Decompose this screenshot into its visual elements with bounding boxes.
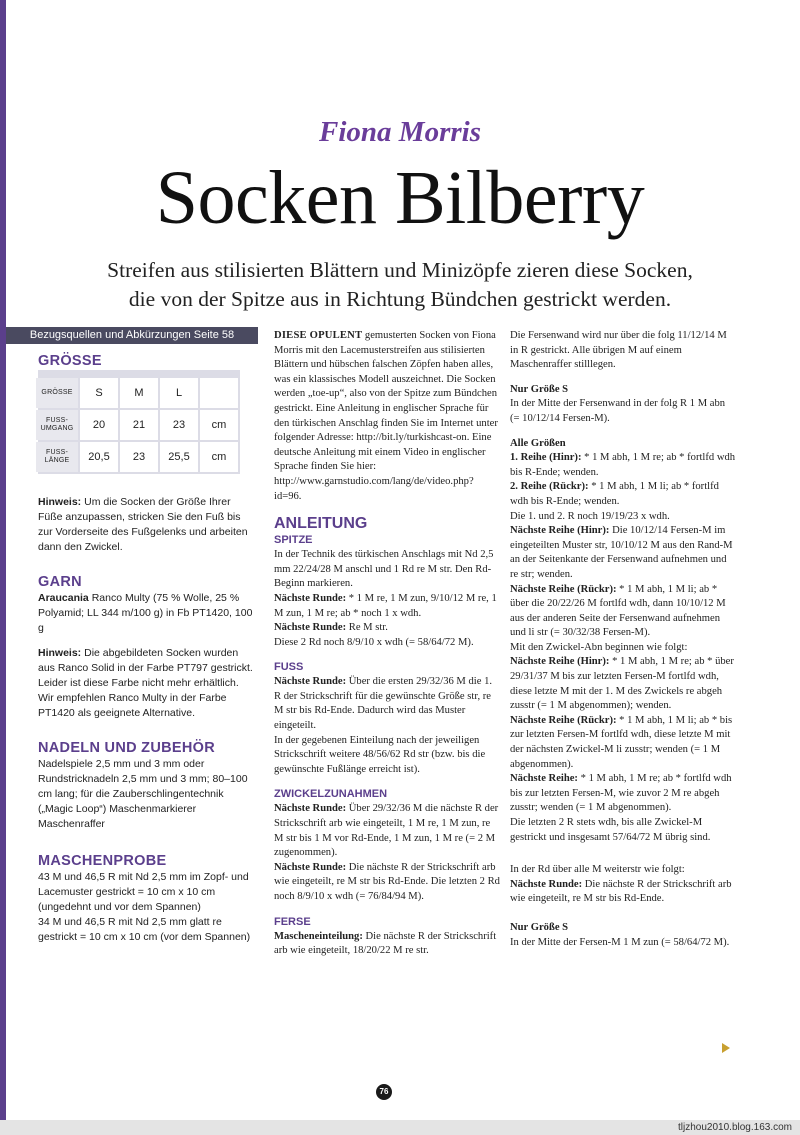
nadeln-text: Nadelspiele 2,5 mm und 3 mm oder Rundstricknadeln 2,5 mm und 3 mm; 80–100 cm lang; für die Zauberschlingentechnik („Magic Loop“) Maschenmarkierer Maschenraffer bbox=[38, 758, 248, 830]
next-row-3 bbox=[510, 772, 736, 816]
size-s-text: In der Mitte der Fersenwand in der folg R 1 M abn (= 10/12/14 Fersen-M). bbox=[510, 398, 726, 424]
round-text: Die nächste R der Strickschrift arb wie eingeteilt, re M str bis Rd-Ende. Die letzten 2 Rd noch 8/9/10 x wdh (= 76/84/94 M). bbox=[274, 861, 500, 902]
hint-text: Die abgebildeten Socken wurden aus Ranco Solid in der Farbe PT797 gestrickt. Leider ist diese Farbe nicht mehr erhältlich. Wir empfehlen Ranco Multy in der Farbe PT1420 als geeignete Alternative. bbox=[38, 647, 253, 719]
intro-paragraph bbox=[274, 329, 500, 504]
table-cell: 23 bbox=[120, 442, 158, 472]
round-text: Über die ersten 29/32/36 M die 1. R der Strickschrift für die gewünschte Größe str, re M str bis Rd-Ende. Dadurch wird das Muster eingeteilt. bbox=[274, 676, 493, 732]
intro-lead: DIESE OPULENT bbox=[274, 330, 363, 341]
table-cell: 23 bbox=[160, 410, 198, 440]
footer-credit: tljzhou2010.blog.163.com bbox=[678, 1122, 792, 1133]
round-label: Nächste Runde: bbox=[274, 622, 347, 634]
size-m: M bbox=[120, 378, 158, 408]
zwickel-round-1 bbox=[274, 802, 500, 860]
subtitle-line-2: die von der Spitze aus in Richtung Bündchen gestrickt werden. bbox=[128, 287, 672, 311]
column-instructions-1 bbox=[274, 329, 500, 959]
row-text: * 1 M abh, 1 M re; ab * fortlfd wdh bis R-Ende; wenden. bbox=[510, 452, 736, 478]
size-table bbox=[34, 376, 240, 474]
spitze-round-2 bbox=[274, 621, 500, 636]
ferse-text bbox=[274, 930, 500, 959]
spitze-end: Diese 2 Rd noch 8/9/10 x wdh (= 58/64/72 M). bbox=[274, 636, 474, 648]
hint-text: Um die Socken der Größe Ihrer Füße anzupassen, stricken Sie den Fuß bis zur Vorderseite des Fußgelenks und arbeiten dann den Zwickel. bbox=[38, 496, 248, 553]
next-row-rueckr-1 bbox=[510, 583, 736, 641]
round-label: Nächste Runde: bbox=[510, 878, 583, 890]
next-row-hinr-1 bbox=[510, 524, 736, 582]
foot-length-label: FUSS-LÄNGE bbox=[36, 442, 78, 472]
all-sizes-heading bbox=[510, 437, 736, 452]
zwickel-round-2 bbox=[274, 861, 500, 905]
row-label: Nächste Reihe (Rückr): bbox=[510, 714, 617, 726]
groesse-hint bbox=[38, 495, 253, 555]
row-text: * 1 M abh, 1 M li; ab * über die 20/22/26 M fortlfd wdh, dann 10/10/12 M aus der anderen Seite der Fersenwand aufnehmen und li str (= 30/32/38 Fersen-M). bbox=[510, 583, 726, 639]
size-unit bbox=[200, 378, 238, 408]
sidebar bbox=[38, 352, 253, 945]
spitze-heading: SPITZE bbox=[274, 534, 313, 547]
round-text: Die nächste R der Strickschrift arb wie eingeteilt, re M str bis Rd-Ende. bbox=[510, 878, 732, 905]
yarn-details: Ranco Multy (75 % Wolle, 25 % Polyamid; LL 344 m/100 g) in Fb PT1420, 100 g bbox=[38, 592, 253, 634]
row-2 bbox=[510, 480, 736, 509]
subtitle-line-1: Streifen aus stilisierten Blättern und Minizöpfe zieren diese Socken, bbox=[107, 258, 693, 282]
maschenprobe-text-1: 43 M und 46,5 R mit Nd 2,5 mm im Zopf- und Lacemuster gestrickt = 10 cm x 10 cm (ungedehnt und vor dem Spannen) bbox=[38, 871, 249, 913]
size-s-heading-2 bbox=[510, 921, 736, 936]
reference-bar: Bezugsquellen und Abkürzungen Seite 58 bbox=[6, 327, 258, 344]
yarn-brand: Araucania bbox=[38, 592, 89, 604]
page-number: 76 bbox=[376, 1084, 392, 1100]
last-rows-text: Die letzten 2 R stets wdh, bis alle Zwickel-M gestrickt und insgesamt 57/64/72 M übrig sind. bbox=[510, 817, 711, 843]
hint-label: Hinweis: bbox=[38, 647, 82, 659]
garn-hint bbox=[38, 646, 253, 721]
row-text: Die 10/12/14 Fersen-M im eingeteilten Muster str, 10/10/12 M aus den Rand-M an der Seitenkante der Fersenwand aufnehmen und re str; wenden. bbox=[510, 525, 733, 580]
table-cell: 20 bbox=[80, 410, 118, 440]
round-label: Nächste Runde: bbox=[274, 676, 347, 688]
row-1 bbox=[510, 451, 736, 480]
row-text: * 1 M abh, 1 M li; ab * fortlfd wdh bis R-Ende; wenden. bbox=[510, 481, 719, 507]
zwickel-heading: ZWICKELZUNAHMEN bbox=[274, 788, 388, 801]
subtitle bbox=[20, 256, 780, 314]
row-label: 2. Reihe (Rückr): bbox=[510, 481, 589, 493]
table-row bbox=[36, 442, 238, 472]
size-l: L bbox=[160, 378, 198, 408]
size-s-heading bbox=[510, 383, 736, 398]
round-text: * 1 M re, 1 M zun, 9/10/12 M re, 1 M zun, 1 M re; ab * noch 1 x wdh. bbox=[274, 592, 497, 619]
round-text: Re M str. bbox=[346, 622, 388, 634]
row-text: * 1 M abh, 1 M re; ab * fortlfd wdh bis zur letzten Fersen-M, wie zuvor 2 M re abgeh zusstr; wenden (= 1 M abgenommen). bbox=[510, 773, 732, 814]
anleitung-heading: ANLEITUNG bbox=[274, 515, 368, 533]
foot-circumference-label: FUSS-UMGANG bbox=[36, 410, 78, 440]
row-text: * 1 M abh, 1 M re; ab * über 29/31/37 M bis zur letzten Fersen-M fortlfd wdh, diese letzte M mit der 1. M des Zwickels re abgeh zusstr (= 1 M abgenommen); wenden. bbox=[510, 656, 734, 712]
round-intro: In der Rd über alle M weiterstr wie folgt: bbox=[510, 864, 685, 876]
next-row-rueckr-2 bbox=[510, 714, 736, 772]
size-s-label-2: Nur Größe S bbox=[510, 921, 569, 933]
round-label: Nächste Runde: bbox=[274, 592, 347, 604]
size-s: S bbox=[80, 378, 118, 408]
next-round bbox=[510, 878, 736, 907]
column-instructions-2 bbox=[510, 329, 736, 950]
next-row-hinr-2 bbox=[510, 655, 736, 713]
garn-text bbox=[38, 591, 253, 636]
page-title: Socken Bilberry bbox=[155, 156, 645, 240]
size-table-wrap bbox=[38, 370, 240, 474]
ferse-heading: FERSE bbox=[274, 915, 311, 928]
row-text: * 1 M abh, 1 M li; ab * bis zur letzten Fersen-M fortlfd wdh, diese letzte M mit der nächsten Zwickel-M li zusstr; wenden (= 1 M abgenommen). bbox=[510, 714, 733, 770]
groesse-heading: GRÖSSE bbox=[38, 353, 102, 369]
nadeln-heading: NADELN UND ZUBEHÖR bbox=[38, 740, 215, 756]
hint-label: Hinweis: bbox=[38, 496, 82, 508]
spitze-round-1 bbox=[274, 592, 500, 621]
size-label: GRÖSSE bbox=[36, 378, 78, 408]
author-name: Fiona Morris bbox=[319, 116, 481, 148]
table-cell: 25,5 bbox=[160, 442, 198, 472]
round-label: Nächste Runde: bbox=[274, 861, 347, 873]
table-cell: 20,5 bbox=[80, 442, 118, 472]
all-sizes-label: Alle Größen bbox=[510, 437, 566, 449]
row-repeat: Die 1. und 2. R noch 19/19/23 x wdh. bbox=[510, 510, 670, 522]
row-label: Nächste Reihe (Hinr): bbox=[510, 656, 610, 668]
spitze-text: In der Technik des türkischen Anschlags mit Nd 2,5 mm 22/24/28 M anschl und 1 Rd re M str. Den Rd-Beginn markieren. bbox=[274, 549, 494, 590]
gusset-start: Mit den Zwickel-Abn beginnen wie folgt: bbox=[510, 641, 688, 653]
fuss-heading: FUSS bbox=[274, 661, 304, 674]
heel-wall-text: Die Fersenwand wird nur über die folg 11/12/14 M in R gestrickt. Alle übrigen M auf einem Maschenraffer stilllegen. bbox=[510, 330, 727, 371]
round-label: Mascheneinteilung: bbox=[274, 930, 363, 942]
maschenprobe-heading: MASCHENPROBE bbox=[38, 853, 167, 869]
row-label: 1. Reihe (Hinr): bbox=[510, 452, 582, 464]
continue-arrow-icon bbox=[722, 1043, 730, 1053]
table-cell-unit: cm bbox=[200, 442, 238, 472]
table-cell-unit: cm bbox=[200, 410, 238, 440]
table-row bbox=[36, 410, 238, 440]
size-s-label: Nur Größe S bbox=[510, 383, 569, 395]
table-row bbox=[36, 378, 238, 408]
round-text: Die nächste R der Strickschrift arb wie eingeteilt, 18/20/22 M re str. bbox=[274, 930, 497, 957]
row-label: Nächste Reihe (Rückr): bbox=[510, 583, 617, 595]
row-label: Nächste Reihe: bbox=[510, 773, 578, 785]
intro-text: gemusterten Socken von Fiona Morris mit den Lacemusterstreifen aus stilisierten Blättern und hübschen falschen Zöpfen haben alles, was ein klassisches Modell auszeichnet. Die Socken werden „toe-up“, also von der Spitze zum Bündchen gestrickt. Eine Anleitung in englischer Sprache für den türkischen Anschlag finden Sie im Internet unter folgender Adresse: http://bit.ly/turkishcast-on. Eine deutsche Anleitung mit einem Video in englischer Sprache finden Sie hier: http://www.garnstudio.com/lang/de/video.php?id=96. bbox=[274, 330, 498, 502]
size-s-text-2: In der Mitte der Fersen-M 1 M zun (= 58/64/72 M). bbox=[510, 936, 730, 948]
round-text: Über 29/32/36 M die nächste R der Strickschrift arb wie eingeteilt, 1 M re, 1 M zun, re M str bis 1 M vor Rd-Ende, 1 M zun, 1 M re (= 2 M zugenommen). bbox=[274, 803, 499, 859]
garn-heading: GARN bbox=[38, 574, 82, 590]
table-cell: 21 bbox=[120, 410, 158, 440]
fuss-round bbox=[274, 675, 500, 733]
fuss-text: In der gegebenen Einteilung nach der jeweiligen Strickschrift weitere 48/56/62 Rd str (bzw. bis die gewünschte Fußlänge erreicht ist). bbox=[274, 734, 486, 775]
row-label: Nächste Reihe (Hinr): bbox=[510, 525, 610, 537]
round-label: Nächste Runde: bbox=[274, 803, 347, 815]
maschenprobe-text-2: 34 M und 46,5 R mit Nd 2,5 mm glatt re gestrickt = 10 cm x 10 cm (vor dem Spannen) bbox=[38, 916, 251, 943]
